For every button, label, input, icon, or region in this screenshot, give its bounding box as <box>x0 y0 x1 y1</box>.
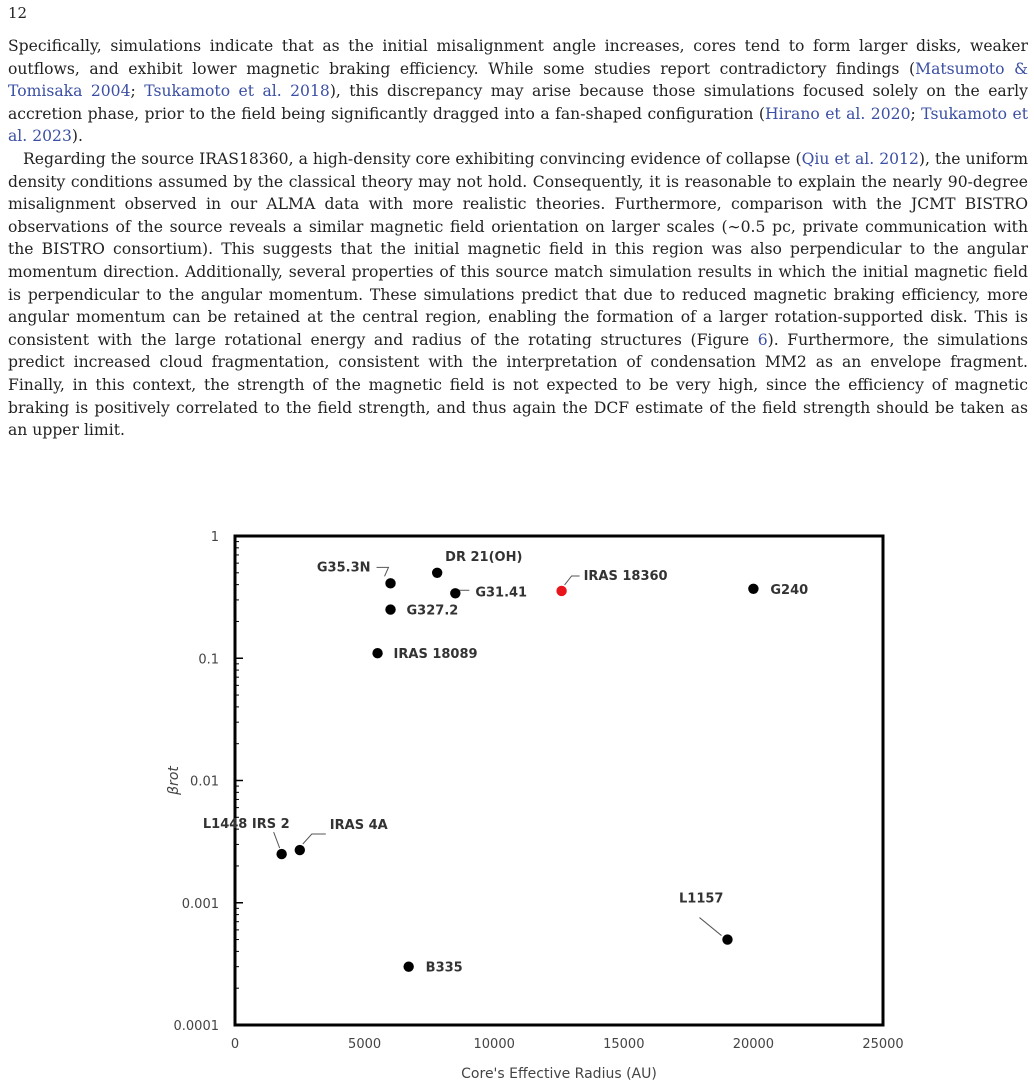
data-point <box>403 961 413 971</box>
point-label: G327.2 <box>406 603 459 619</box>
point-label: B335 <box>425 960 463 976</box>
data-point <box>722 934 732 944</box>
citation-link[interactable]: Qiu et al. 2012 <box>801 149 919 168</box>
data-point <box>432 568 442 578</box>
point-label: IRAS 18360 <box>583 568 668 584</box>
point-label: L1157 <box>679 891 724 907</box>
point-label: IRAS 18089 <box>393 647 478 663</box>
y-tick-label: 0.1 <box>198 652 219 668</box>
data-point <box>385 604 395 614</box>
x-tick-label: 15000 <box>603 1037 645 1052</box>
y-tick-label: 0.0001 <box>173 1019 219 1034</box>
data-point <box>748 584 758 594</box>
leader-line <box>565 576 580 585</box>
point-label: G31.41 <box>475 585 528 601</box>
citation-link[interactable]: Tsukamoto et al. 2018 <box>144 82 330 101</box>
citation-link[interactable]: Matsumoto & Tomisaka 2004 <box>8 59 1028 101</box>
y-axis-label: βrot <box>166 766 182 795</box>
point-label: G35.3N <box>316 560 371 576</box>
data-point <box>372 648 382 658</box>
data-point <box>276 849 286 859</box>
citation-link[interactable]: Hirano et al. 2020 <box>765 104 911 123</box>
x-tick-label: 20000 <box>732 1037 775 1052</box>
x-tick-label: 0 <box>230 1037 240 1052</box>
body-text <box>8 35 1028 442</box>
data-point <box>385 578 395 588</box>
citation-link[interactable]: 6 <box>757 330 768 349</box>
point-label: IRAS 4A <box>329 818 388 834</box>
plot-frame <box>235 536 883 1025</box>
x-tick-label: 5000 <box>348 1037 382 1052</box>
leader-line <box>699 918 721 936</box>
data-point <box>295 845 305 855</box>
data-point <box>556 586 566 596</box>
leader-line <box>303 834 326 844</box>
y-tick-label: 0.001 <box>181 896 219 912</box>
paragraph: Specifically, simulations indicate that as the initial misalignment angle increases, cores tend to form larger disks, weaker outflows, and exhibit lower magnetic braking efficiency. While some studies report contradictory findings (Matsumoto & Tomisaka 2004; Tsukamoto et al. 2018), this discrepancy may arise because those simulations focused solely on the early accretion phase, prior to the field being significantly dragged into a fan-shaped configuration (Hirano et al. 2020; Tsukamoto et al. 2023). <box>8 37 1028 146</box>
citation-link[interactable]: Tsukamoto et al. 2023 <box>8 104 1028 146</box>
x-axis-label: Core's Effective Radius (AU) <box>461 1066 657 1082</box>
y-tick-label: 1 <box>210 530 219 545</box>
x-tick-label: 10000 <box>473 1037 515 1052</box>
data-point <box>450 588 460 598</box>
point-label: DR 21(OH) <box>445 549 523 565</box>
paragraph: Regarding the source IRAS18360, a high-density core exhibiting convincing evidence of collapse (Qiu et al. 2012), the uniform density conditions assumed by the classical theory may not hold. Consequently, it is reasonable to explain the nearly 90-degree misalignment observed in our ALMA data with more realistic theories. Furthermore, comparison with the JCMT BISTRO observations of the source reveals a similar magnetic field orientation on larger scales (∼0.5 pc, private communication with the BISTRO consortium). This suggests that the initial magnetic field in this region was also perpendicular to the angular momentum direction. Additionally, several properties of this source match simulation results in which the initial magnetic field is perpendicular to the angular momentum. These simulations predict that due to reduced magnetic braking efficiency, more angular momentum can be retained at the central region, enabling the formation of a larger rotation-supported disk. This is consistent with the large rotational energy and radius of the rotating structures (Figure 6). Furthermore, the simulations predict increased cloud fragmentation, consistent with the interpretation of condensation MM2 as an envelope fragment. Finally, in this context, the strength of the magnetic field is not expected to be very high, since the efficiency of magnetic braking is positively correlated to the field strength, and thus again the DCF estimate of the field strength should be taken as an upper limit. <box>8 149 1028 440</box>
leader-line <box>274 832 280 848</box>
beta-rot-scatter-chart <box>0 520 1034 1092</box>
leader-line <box>377 567 389 576</box>
page-number: 12 <box>8 4 28 22</box>
point-label: L1448 IRS 2 <box>202 817 290 833</box>
y-tick-label: 0.01 <box>190 774 219 790</box>
x-tick-label: 25000 <box>862 1037 904 1052</box>
point-label: G240 <box>770 582 809 598</box>
